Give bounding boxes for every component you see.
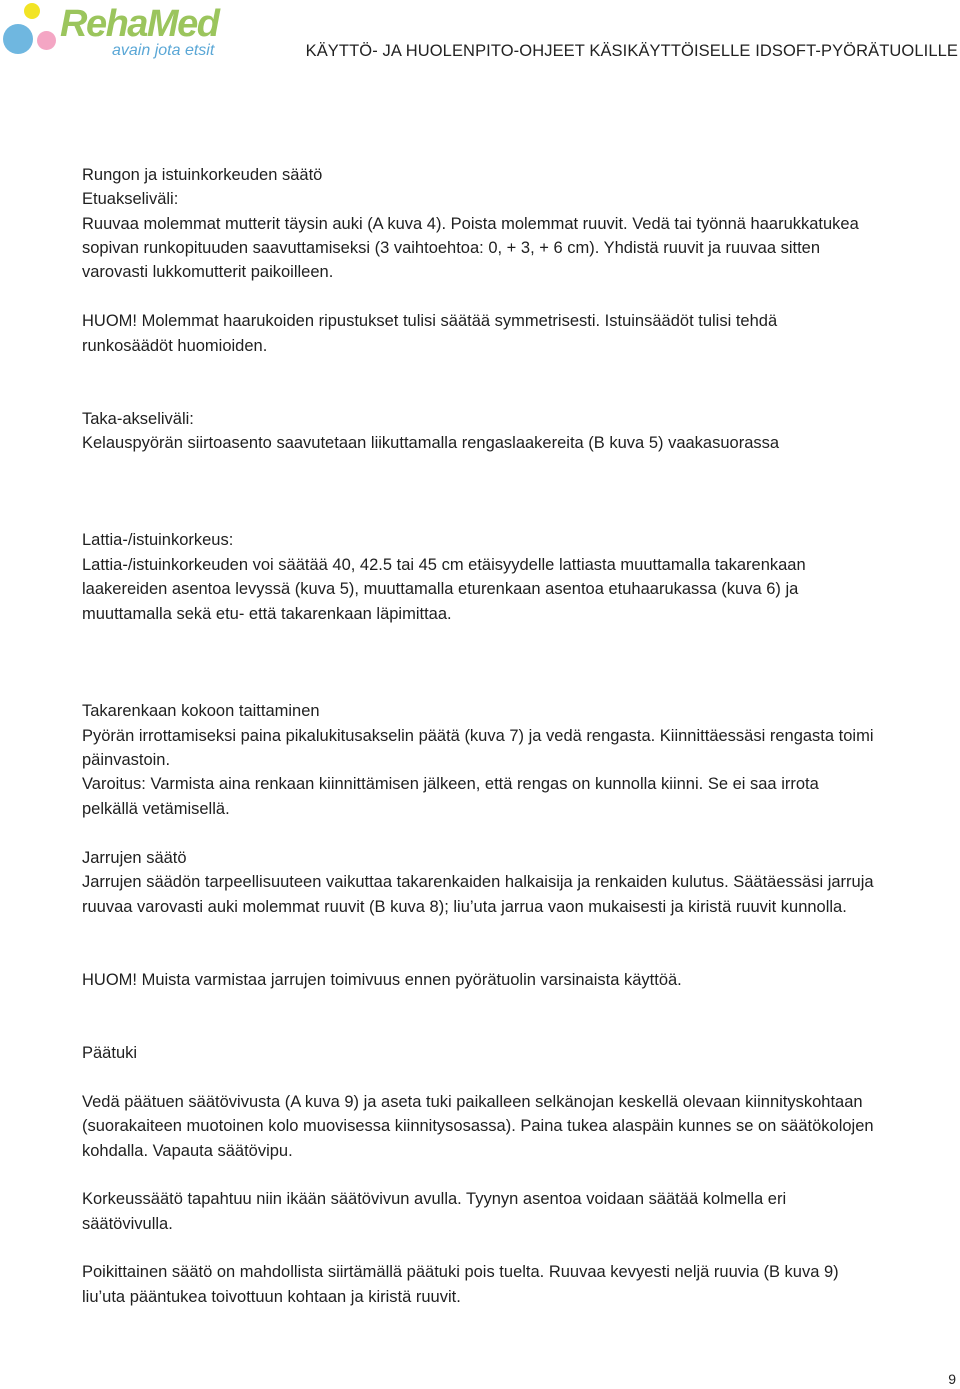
warning-line: pelkällä vetämisellä. [82,800,230,818]
warning-line: Varoitus: Varmista aina renkaan kiinnittämisen jälkeen, että rengas on kunnolla kiinni. Se ei saa irrota [82,775,819,793]
text-line: Pyörän irrottamiseksi paina pikalukitusakselin päätä (kuva 7) ja vedä rengasta. Kiinnittäessäsi rengasta toimi [82,727,874,745]
note-line: runkosäädöt huomioiden. [82,337,268,355]
text-line: Kelauspyörän siirtoasento saavutetaan liikuttamalla rengaslaakereita (B kuva 5) vaakasuorassa [82,434,780,452]
text-line: laakereiden asentoa levyssä (kuva 5), muuttamalla eturenkaan asentoa etuhaarukassa (kuva 6) ja [82,580,799,598]
subheading-floor-seat-height: Lattia-/istuinkorkeus: [82,531,234,549]
text-line: Jarrujen säädön tarpeellisuuteen vaikuttaa takarenkaiden halkaisija ja renkaiden kulutus. Säätäessäsi jarruja [82,873,874,891]
text-line: sopivan runkopituuden saavuttamiseksi (3 vaihtoehtoa: 0, + 3, + 6 cm). Yhdistä ruuvit ja ruuvaa sitten [82,239,821,257]
text-line: päinvastoin. [82,751,171,769]
logo-slogan: avain jota etsit [112,42,215,59]
rehamed-logo [0,0,230,66]
section-heading-headrest: Päätuki [82,1044,138,1062]
text-line: säätövivulla. [82,1215,173,1233]
logo-brand: RehaMed [60,3,219,45]
note-line: HUOM! Molemmat haarukoiden ripustukset tulisi säätää symmetrisesti. Istuinsäädöt tulisi tehdä [82,312,778,330]
logo-pink-dot [37,31,56,50]
text-line: Poikittainen säätö on mahdollista siirtämällä päätuki pois tuelta. Ruuvaa kevyesti neljä ruuvia (B kuva 9) [82,1263,839,1281]
text-line: ruuvaa varovasti auki molemmat ruuvit (B kuva 8); liu’uta jarrua vaon mukaisesti ja kiristä ruuvit kunnolla. [82,898,847,916]
logo-yellow-dot [24,3,40,19]
section-heading-brakes: Jarrujen säätö [82,849,187,867]
text-line: Vedä päätuen säätövivusta (A kuva 9) ja aseta tuki paikalleen selkänojan keskellä olevaan kiinnityskohtaan [82,1093,863,1111]
note-line: HUOM! Muista varmistaa jarrujen toimivuus ennen pyörätuolin varsinaista käyttöä. [82,971,682,989]
text-line: Ruuvaa molemmat mutterit täysin auki (A kuva 4). Poista molemmat ruuvit. Vedä tai työnnä haarukkatukea [82,215,859,233]
section-heading-frame-seat-height: Rungon ja istuinkorkeuden säätö [82,166,323,184]
text-line: Korkeussäätö tapahtuu niin ikään säätövivun avulla. Tyynyn asentoa voidaan säätää kolmella eri [82,1190,787,1208]
logo-blue-dot [3,24,33,54]
text-line: muuttamalla sekä etu- että takarenkaan läpimittaa. [82,605,452,623]
text-line: Lattia-/istuinkorkeuden voi säätää 40, 42.5 tai 45 cm etäisyydelle lattiasta muuttamalla takarenkaan [82,556,806,574]
section-heading-rear-wheel-folding: Takarenkaan kokoon taittaminen [82,702,320,720]
subheading-rear-axle: Taka-akseliväli: [82,410,194,428]
subheading-front-axle: Etuakseliväli: [82,190,179,208]
page-number: 9 [948,1371,956,1387]
document-title: KÄYTTÖ- JA HUOLENPITO-OHJEET KÄSIKÄYTTÖISELLE IDSOFT-PYÖRÄTUOLILLE [305,42,958,60]
text-line: kohdalla. Vapauta säätövipu. [82,1142,293,1160]
text-line: varovasti lukkomutterit paikoilleen. [82,263,334,281]
text-line: (suorakaiteen muotoinen kolo muovisessa kiinnitysosassa). Paina tukea alaspäin kunnes se on säätökolojen [82,1117,874,1135]
text-line: liu’uta pääntukea toivottuun kohtaan ja kiristä ruuvit. [82,1288,461,1306]
